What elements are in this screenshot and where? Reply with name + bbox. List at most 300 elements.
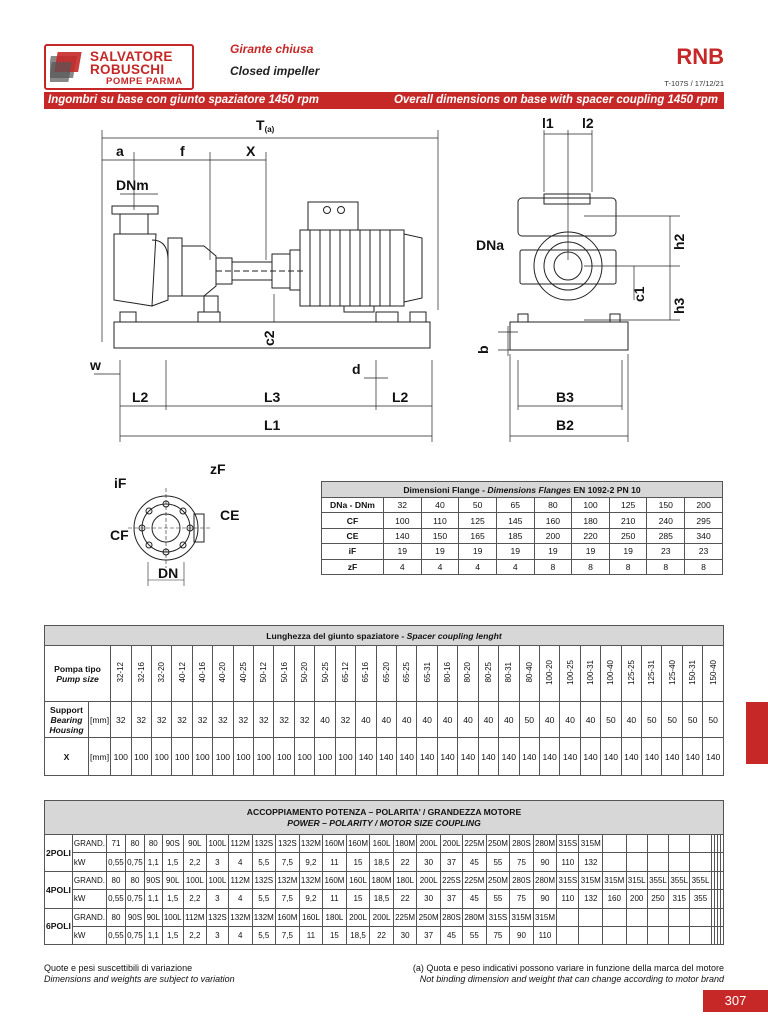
- motor-cell: 160M: [276, 908, 300, 926]
- motor-empty-cell: [579, 926, 603, 944]
- pump-size-text: 40-12: [177, 662, 187, 683]
- support-cell: 40: [376, 702, 396, 738]
- support-cell: 40: [560, 702, 580, 738]
- pump-size-cell: [192, 646, 212, 702]
- motor-cell: 160M: [346, 835, 370, 853]
- x-cell: 140: [642, 738, 662, 776]
- section-bar: [44, 92, 724, 109]
- pump-size-cell: [478, 646, 498, 702]
- pump-size-text: 150-31: [688, 660, 698, 685]
- motor-cell: 112M: [228, 871, 252, 889]
- x-cell: 100: [233, 738, 253, 776]
- motor-empty-cell: [720, 890, 723, 908]
- motor-row: [45, 835, 724, 853]
- flange-cell: 200: [685, 498, 723, 513]
- motor-cell: 0,55: [106, 926, 125, 944]
- logo-line1: SALVATORE: [90, 49, 173, 64]
- flange-cell: 165: [459, 528, 497, 543]
- support-cell: 32: [294, 702, 314, 738]
- motor-cell: 22: [370, 926, 394, 944]
- motor-row: [45, 871, 724, 889]
- x-cell: 100: [172, 738, 192, 776]
- motor-cell: 315S: [557, 871, 579, 889]
- motor-row-label: kW: [72, 890, 106, 908]
- motor-cell: 225M: [393, 908, 417, 926]
- support-cell: 40: [539, 702, 559, 738]
- pump-size-text: 125-40: [667, 660, 677, 685]
- pump-size-cell: [233, 646, 253, 702]
- motor-cell: 100L: [183, 871, 206, 889]
- motor-cell: 280M: [463, 908, 487, 926]
- footer-motor-note-en: Not binding dimension and weight that can change according to motor brand: [419, 974, 724, 984]
- motor-cell: 90: [510, 926, 534, 944]
- flange-cell: 40: [421, 498, 459, 513]
- motor-cell: 4: [228, 853, 252, 871]
- pump-size-text: 100-25: [565, 660, 575, 685]
- x-cell: 100: [131, 738, 151, 776]
- flange-row-label: zF: [322, 559, 384, 574]
- motor-cell: 355L: [690, 871, 711, 889]
- motor-cell: 5,5: [252, 890, 276, 908]
- motor-cell: 90: [533, 890, 557, 908]
- motor-cell: 355L: [647, 871, 668, 889]
- support-cell: 40: [315, 702, 335, 738]
- motor-empty-cell: [647, 835, 668, 853]
- dim-h2: h2: [671, 233, 687, 250]
- support-cell: 50: [662, 702, 682, 738]
- x-cell: 140: [519, 738, 539, 776]
- support-cell: 32: [151, 702, 171, 738]
- x-cell: 140: [539, 738, 559, 776]
- motor-empty-cell: [669, 853, 690, 871]
- side-tab: [746, 702, 768, 764]
- motor-cell: 355: [690, 890, 711, 908]
- dim-X: X: [246, 143, 256, 159]
- pump-size-text: 80-20: [463, 662, 473, 683]
- motor-cell: 200L: [370, 908, 394, 926]
- company-logo: [44, 44, 194, 90]
- motor-cell: 200L: [346, 908, 370, 926]
- dim-a: a: [116, 143, 124, 159]
- motor-empty-cell: [557, 908, 579, 926]
- motor-cell: 1,5: [162, 926, 183, 944]
- support-cell: 50: [519, 702, 539, 738]
- motor-cell: 37: [440, 890, 462, 908]
- x-label: X: [45, 738, 89, 776]
- footer-left: [44, 963, 235, 985]
- support-cell: 50: [601, 702, 621, 738]
- motor-cell: 132S: [276, 835, 300, 853]
- support-cell: 40: [478, 702, 498, 738]
- motor-cell: 45: [463, 853, 487, 871]
- flange-row: [322, 498, 723, 513]
- motor-cell: 132M: [252, 908, 276, 926]
- motor-cell: 0,75: [125, 853, 144, 871]
- pump-size-cell: [601, 646, 621, 702]
- x-cell: 140: [397, 738, 417, 776]
- flange-row-label: CF: [322, 513, 384, 528]
- pump-size-cell: [539, 646, 559, 702]
- flange-cell: 19: [459, 544, 497, 559]
- x-cell: 100: [192, 738, 212, 776]
- footer-motor-note-it: (a) Quota e peso indicativi possono variare in funzione della marca del motore: [412, 963, 724, 973]
- motor-group-label: 4POLI: [45, 871, 73, 908]
- bar-title-en: Overall dimensions on base with spacer coupling 1450 rpm: [393, 94, 718, 106]
- pump-size-label: Pompa tipo Pump size: [45, 646, 111, 702]
- motor-cell: 1,1: [144, 853, 162, 871]
- pump-size-text: 65-25: [402, 662, 412, 683]
- dim-f: f: [180, 143, 185, 159]
- flange-cell: 8: [534, 559, 572, 574]
- flange-cell: 8: [647, 559, 685, 574]
- motor-cell: 7,5: [276, 853, 300, 871]
- dim-B2: B2: [556, 417, 574, 433]
- motor-cell: 4: [228, 926, 252, 944]
- dim-h3: h3: [671, 297, 687, 314]
- support-cell: 32: [172, 702, 192, 738]
- motor-row-label: kW: [72, 853, 106, 871]
- pump-size-text: 80-25: [483, 662, 493, 683]
- motor-cell: 280M: [533, 835, 557, 853]
- page-number: 307: [703, 990, 768, 1012]
- motor-cell: 80: [125, 835, 144, 853]
- x-cell: 140: [417, 738, 437, 776]
- x-cell: 140: [682, 738, 702, 776]
- pump-size-cell: [274, 646, 294, 702]
- pump-size-text: 40-20: [218, 662, 228, 683]
- motor-empty-cell: [720, 835, 723, 853]
- motor-cell: 225M: [463, 871, 487, 889]
- motor-cell: 90L: [144, 908, 162, 926]
- pump-size-cell: [499, 646, 519, 702]
- motor-cell: 18,5: [370, 890, 394, 908]
- support-cell: 40: [499, 702, 519, 738]
- x-unit: [mm]: [89, 738, 111, 776]
- motor-cell: 110: [533, 926, 557, 944]
- motor-cell: 75: [486, 926, 510, 944]
- motor-cell: 0,55: [106, 890, 125, 908]
- flange-cell: 340: [685, 528, 723, 543]
- motor-empty-cell: [626, 908, 647, 926]
- motor-cell: 180L: [323, 908, 347, 926]
- motor-empty-cell: [669, 926, 690, 944]
- flange-cell: 240: [647, 513, 685, 528]
- motor-cell: 250M: [486, 871, 510, 889]
- motor-cell: 250: [647, 890, 668, 908]
- pump-size-text: 80-40: [524, 662, 534, 683]
- flange-row: [322, 513, 723, 528]
- dim-L1: L1: [264, 417, 281, 433]
- x-cell: 140: [703, 738, 724, 776]
- motor-empty-cell: [669, 835, 690, 853]
- motor-cell: 160: [603, 890, 627, 908]
- pump-size-text: 50-25: [320, 662, 330, 683]
- pump-size-text: 150-40: [708, 660, 718, 685]
- x-cell: 100: [294, 738, 314, 776]
- motor-cell: 315M: [510, 908, 534, 926]
- x-cell: 140: [662, 738, 682, 776]
- x-cell: 100: [274, 738, 294, 776]
- flange-cell: 80: [534, 498, 572, 513]
- motor-cell: 112M: [228, 835, 252, 853]
- motor-cell: 80: [106, 908, 125, 926]
- motor-cell: 132M: [228, 908, 252, 926]
- pump-size-cell: [519, 646, 539, 702]
- motor-cell: 100L: [206, 835, 228, 853]
- flange-cell: 50: [459, 498, 497, 513]
- support-cell: 32: [274, 702, 294, 738]
- motor-empty-cell: [626, 853, 647, 871]
- support-cell: 50: [682, 702, 702, 738]
- flange-cell: 250: [609, 528, 647, 543]
- x-cell: 140: [621, 738, 641, 776]
- motor-empty-cell: [720, 853, 723, 871]
- flange-row: [322, 528, 723, 543]
- motor-cell: 30: [393, 926, 417, 944]
- motor-row: [45, 853, 724, 871]
- motor-cell: 315M: [579, 871, 603, 889]
- motor-cell: 3: [206, 853, 228, 871]
- motor-cell: 1,1: [144, 890, 162, 908]
- motor-cell: 315M: [533, 908, 557, 926]
- pump-size-cell: [356, 646, 376, 702]
- flange-row: [322, 559, 723, 574]
- motor-cell: 200L: [417, 835, 441, 853]
- motor-cell: 132M: [276, 871, 300, 889]
- pump-size-text: 125-25: [626, 660, 636, 685]
- motor-cell: 18,5: [370, 853, 394, 871]
- motor-cell: 315S: [557, 835, 579, 853]
- pump-size-text: 65-20: [381, 662, 391, 683]
- motor-cell: 90S: [144, 871, 162, 889]
- motor-row: [45, 926, 724, 944]
- motor-cell: 110: [557, 853, 579, 871]
- flange-row-label: CE: [322, 528, 384, 543]
- support-cell: 32: [233, 702, 253, 738]
- motor-cell: 200L: [417, 871, 441, 889]
- flange-cell: 180: [572, 513, 610, 528]
- motor-cell: 3: [206, 890, 228, 908]
- motor-cell: 132M: [299, 835, 323, 853]
- dim-L2-left: L2: [132, 389, 149, 405]
- motor-cell: 200: [626, 890, 647, 908]
- x-cell: 140: [560, 738, 580, 776]
- x-cell: 140: [580, 738, 600, 776]
- flange-cell: 220: [572, 528, 610, 543]
- pump-size-text: 100-40: [606, 660, 616, 685]
- motor-cell: 280S: [510, 871, 534, 889]
- motor-cell: 160L: [370, 835, 394, 853]
- dim-DNa: DNa: [476, 237, 505, 253]
- motor-cell: 0,75: [125, 926, 144, 944]
- motor-empty-cell: [626, 835, 647, 853]
- flange-cell: 185: [496, 528, 534, 543]
- dim-b: b: [475, 345, 491, 354]
- flange-cell: 150: [421, 528, 459, 543]
- flange-row-label: iF: [322, 544, 384, 559]
- motor-row-label: GRAND.: [72, 908, 106, 926]
- support-cell: 50: [642, 702, 662, 738]
- motor-cell: 90L: [183, 835, 206, 853]
- motor-cell: 280M: [533, 871, 557, 889]
- support-cell: 40: [417, 702, 437, 738]
- pump-size-cell: [703, 646, 724, 702]
- support-cell: 32: [111, 702, 131, 738]
- flange-cell: 100: [572, 498, 610, 513]
- motor-cell: 225S: [440, 871, 462, 889]
- motor-cell: 80: [144, 835, 162, 853]
- x-cell: 100: [254, 738, 274, 776]
- motor-empty-cell: [647, 908, 668, 926]
- dim-CE: CE: [220, 507, 240, 523]
- support-cell: 40: [397, 702, 417, 738]
- dim-c1: c1: [631, 286, 647, 302]
- motor-cell: 180L: [393, 871, 417, 889]
- pump-size-cell: [315, 646, 335, 702]
- pump-size-cell: [335, 646, 355, 702]
- motor-group-label: 6POLI: [45, 908, 73, 945]
- pump-size-text: 50-16: [279, 662, 289, 683]
- x-cell: 140: [478, 738, 498, 776]
- dim-CF: CF: [110, 527, 129, 543]
- x-cell: 140: [437, 738, 457, 776]
- motor-cell: 90S: [125, 908, 144, 926]
- x-cell: 140: [458, 738, 478, 776]
- support-cell: 32: [254, 702, 274, 738]
- pump-size-cell: [254, 646, 274, 702]
- motor-cell: 100L: [206, 871, 228, 889]
- dim-w: w: [90, 357, 101, 373]
- pump-size-cell: [458, 646, 478, 702]
- motor-empty-cell: [669, 908, 690, 926]
- motor-cell: 280S: [510, 835, 534, 853]
- motor-cell: 250M: [417, 908, 441, 926]
- motor-cell: 132M: [299, 871, 323, 889]
- pump-size-cell: [376, 646, 396, 702]
- pump-size-cell: [621, 646, 641, 702]
- dim-iF: iF: [114, 475, 127, 491]
- motor-cell: 75: [510, 890, 534, 908]
- motor-cell: 90L: [162, 871, 183, 889]
- motor-cell: 280S: [440, 908, 462, 926]
- motor-cell: 7,5: [276, 890, 300, 908]
- motor-cell: 80: [106, 871, 125, 889]
- motor-cell: 4: [228, 890, 252, 908]
- logo-line3: POMPE PARMA: [106, 76, 183, 87]
- motor-cell: 110: [557, 890, 579, 908]
- flange-cell: 140: [384, 528, 422, 543]
- motor-cell: 160L: [299, 908, 323, 926]
- motor-empty-cell: [603, 926, 627, 944]
- pump-size-cell: [397, 646, 417, 702]
- flange-cell: 125: [609, 498, 647, 513]
- x-cell: 100: [335, 738, 355, 776]
- motor-cell: 1,1: [144, 926, 162, 944]
- flange-cell: 285: [647, 528, 685, 543]
- flange-cell: 4: [421, 559, 459, 574]
- dim-L3: L3: [264, 389, 281, 405]
- motor-cell: 5,5: [252, 853, 276, 871]
- motor-group-label: 2POLI: [45, 835, 73, 872]
- motor-coupling-table: [44, 800, 724, 945]
- support-cell: 32: [213, 702, 233, 738]
- support-cell: 40: [621, 702, 641, 738]
- dim-L2-right: L2: [392, 389, 409, 405]
- motor-cell: 132S: [252, 835, 276, 853]
- motor-empty-cell: [603, 853, 627, 871]
- motor-cell: 5,5: [252, 926, 276, 944]
- flange-cell: 295: [685, 513, 723, 528]
- flange-cell: 210: [609, 513, 647, 528]
- pump-size-text: 50-20: [300, 662, 310, 683]
- pump-size-cell: [131, 646, 151, 702]
- motor-empty-cell: [626, 926, 647, 944]
- motor-empty-cell: [720, 871, 723, 889]
- pump-size-cell: [172, 646, 192, 702]
- motor-empty-cell: [720, 908, 723, 926]
- model-title: RNB: [676, 44, 724, 69]
- motor-cell: 132: [579, 890, 603, 908]
- motor-cell: 75: [510, 853, 534, 871]
- pump-size-cell: [213, 646, 233, 702]
- motor-cell: 315L: [626, 871, 647, 889]
- pump-size-cell: [642, 646, 662, 702]
- pump-size-text: 40-16: [197, 662, 207, 683]
- pump-size-text: 50-12: [259, 662, 269, 683]
- flange-cell: 19: [496, 544, 534, 559]
- motor-cell: 90: [533, 853, 557, 871]
- flange-cell: 100: [384, 513, 422, 528]
- flange-cell: 160: [534, 513, 572, 528]
- subtitle-en: Closed impeller: [230, 64, 320, 78]
- flange-cell: 4: [384, 559, 422, 574]
- flange-dimensions-table: [321, 481, 723, 575]
- coupling-table-title: Lunghezza del giunto spaziatore - Spacer coupling lenght: [45, 626, 724, 646]
- dim-T: T(a): [256, 117, 275, 134]
- flange-cell: 23: [685, 544, 723, 559]
- flange-cell: 23: [647, 544, 685, 559]
- support-cell: 32: [131, 702, 151, 738]
- flange-cell: 19: [384, 544, 422, 559]
- motor-cell: 11: [323, 853, 347, 871]
- motor-cell: 1,5: [162, 853, 183, 871]
- support-cell: 40: [437, 702, 457, 738]
- motor-cell: 132: [579, 853, 603, 871]
- motor-empty-cell: [690, 853, 711, 871]
- motor-empty-cell: [720, 926, 723, 944]
- flange-cell: 110: [421, 513, 459, 528]
- pump-size-cell: [111, 646, 131, 702]
- motor-cell: 200L: [440, 835, 462, 853]
- motor-cell: 15: [323, 926, 347, 944]
- motor-cell: 160M: [323, 871, 347, 889]
- motor-cell: 315: [669, 890, 690, 908]
- x-cell: 100: [151, 738, 171, 776]
- subtitle-it: Girante chiusa: [230, 42, 314, 56]
- doc-code: T-107S / 17/12/21: [664, 79, 724, 88]
- bar-title-it: Ingombri su base con giunto spaziatore 1450 rpm: [48, 94, 319, 106]
- flange-cell: 19: [572, 544, 610, 559]
- dim-B3: B3: [556, 389, 574, 405]
- motor-cell: 180M: [370, 871, 394, 889]
- support-cell: 40: [580, 702, 600, 738]
- pump-size-text: 32-12: [116, 662, 126, 683]
- spacer-coupling-table: [44, 625, 724, 776]
- motor-empty-cell: [647, 853, 668, 871]
- pump-size-cell: [580, 646, 600, 702]
- pump-size-text: 65-12: [340, 662, 350, 683]
- pump-size-cell: [417, 646, 437, 702]
